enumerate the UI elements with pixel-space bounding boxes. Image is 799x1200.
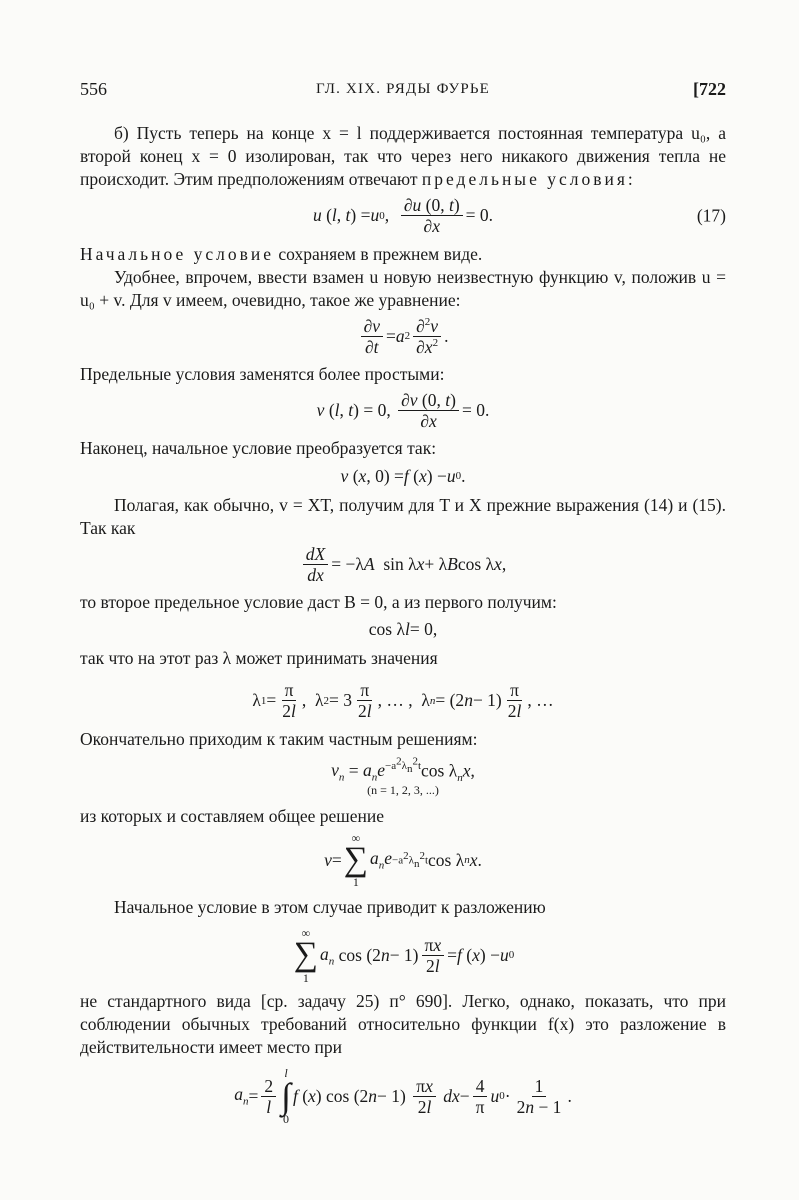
particular-solutions: $v_n = a_ne^{-a^2\lambda_n^2t}\cos$ $\lambda_nx$, (n = 1, 2, 3, ...) xyxy=(331,755,475,798)
paragraph: Удобнее, впрочем, ввести взамен u новую неизвестную функцию v, положив u = u₀ + v. Для v имеем, очевидно, такое же уравнение: xyxy=(80,266,726,310)
paragraph: то второе предельное условие даст B = 0, а из первого получим: xyxy=(80,592,557,613)
equation-17: u ( l , t ) = u 0 , $\frac{\partial u (0, t)}{\partial x}$ = 0. (17) xyxy=(312,195,726,237)
paragraph: Начальное условие в этом случае приводит к разложению xyxy=(114,897,546,918)
paragraph: Наконец, начальное условие преобразуется так: xyxy=(80,438,437,459)
page-number: 556 xyxy=(80,79,107,99)
paragraph: так что на этот раз λ может принимать значения xyxy=(80,648,438,669)
derivative-equation: $\frac{dX}{dx}$ = −λ A sin λ x + λ B cos λ x , xyxy=(80,544,726,585)
chapter-title: ГЛ. XIX. РЯДЫ ФУРЬЕ xyxy=(315,81,491,97)
page-header xyxy=(80,78,726,102)
section-number: [722 xyxy=(693,79,726,99)
lambda-values: λ 1 = $\frac{\pi}{2l}$ , λ 2 = 3 $\frac{\pi}{2l}$ , … , λ n = (2 n − 1) $\frac{\pi}{2l}$ , … xyxy=(252,680,554,722)
paragraph: б) Пусть теперь на конце x = l поддерживается постоянная температура u₀, а второй конец x = 0 изолирован, так что через него никакого движения тепла не происходит. Этим предположениям отвечают предельные условия: xyxy=(80,123,726,190)
general-solution: v = ∞ ∑ 1 $a_ne$ $-a^2\lambda_n^2t$ cos λ n x . xyxy=(324,831,482,890)
paragraph: Предельные условия заменятся более простыми: xyxy=(80,364,445,385)
heat-equation: $\frac{\partial v}{\partial t}$ = a 2 $\frac{\partial^2v}{\partial x^2}$ . xyxy=(80,316,726,357)
initial-condition: v ( x , 0) = f ( x ) − u 0 . xyxy=(340,465,466,486)
index-range-note: (n = 1, 2, 3, ...) xyxy=(367,783,439,798)
paragraph: не стандартного вида [ср. задачу 25) п° 690]. Легко, однако, показать, что при соблюдении обычных требований относительно функции f(x) это разложение в действительности имеет место при xyxy=(80,990,726,1057)
paragraph: Полагая, как обычно, v = XT, получим для T и X прежние выражения (14) и (15). Так как xyxy=(80,494,726,538)
fourier-expansion: ∞ ∑ 1 $a_n$ cos (2 n − 1) $\frac{\pi x}{2l}$ = f ( x ) − u 0 xyxy=(293,926,515,985)
boundary-conditions: v ( l , t ) = 0, $\frac{\partial v (0, t)}{\partial x}$ = 0. xyxy=(316,390,490,432)
paragraph: Начальное условие сохраняем в прежнем виде. xyxy=(80,243,483,264)
page-body xyxy=(80,122,726,1131)
paragraph: из которых и составляем общее решение xyxy=(80,805,385,826)
coefficient-formula: $a_n$ = $\frac{2}{l}$ l ∫ 0 f ( x ) cos (2 n − 1) $\frac{\pi x}{2l}$ dx − $\frac{4}{\pi}$ u 0 · $\frac{1}{2n - 1}$ . xyxy=(234,1066,572,1127)
cos-equation: cos λ l = 0, xyxy=(368,619,438,640)
paragraph: Окончательно приходим к таким частным решениям: xyxy=(80,728,478,749)
equation-number: (17) xyxy=(696,205,726,226)
